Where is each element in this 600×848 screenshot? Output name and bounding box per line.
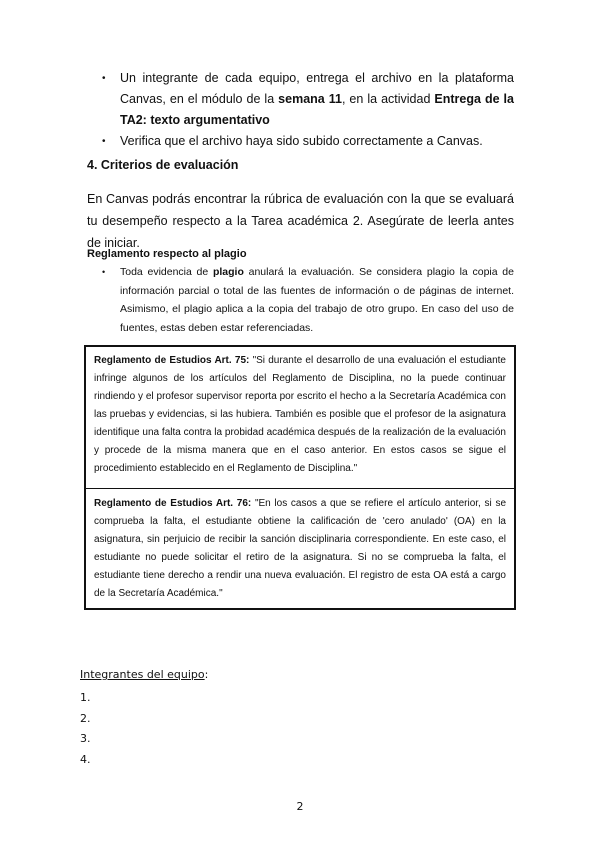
- rules-divider: [86, 488, 514, 489]
- rule-text: "Si durante el desarrollo de una evaluación el estudiante infringe algunos de los artículos del Reglamento de Disciplina, no la puede continuar rindiendo y el profesor supervisor reporta por escrito el hecho a la Secretaría Académica con las pruebas y evidencias, si las hubiera. También es posible que el profesor de la asignatura identifique una falta contra la probidad académica después de la realización de la evaluación y procede de la misma manera que en el caso anterior. En estos casos se sigue el procedimiento establecido en el Reglamento de Disciplina.": [94, 355, 506, 474]
- team-title: Integrantes del equipo:: [80, 668, 209, 681]
- rule-text: "En los casos a que se refiere el artículo anterior, si se comprueba la falta, el estudiante obtiene la calificación de 'cero anulado' (OA) en la asignatura, sin perjuicio de recibir la sanción disciplinaria correspondiente. En este caso, el estudiante no puede solicitar el retiro de la asignatura. Si no se comprueba la falta, el estudiante tiene derecho a rendir una nueva evaluación. El registro de esta OA está a cargo de la Secretaría Académica.": [94, 498, 507, 599]
- criteria-title: 4. Criterios de evaluación: [87, 158, 239, 172]
- instruction-item-upload: • Un integrante de cada equipo, entrega el archivo en la plataforma Canvas, en el módulo de la semana 11, en la actividad Entrega de la TA2: texto argumentativo: [100, 68, 514, 131]
- rules-box: [84, 345, 516, 610]
- team-list: [80, 688, 91, 770]
- plagiarism-item: • Toda evidencia de plagio anulará la evaluación. Se considera plagio la copia de información parcial o total de las fuentes de información o de páginas de internet. Asimismo, el plagio aplica a la copia del trabajo de otro grupo. En caso del uso de fuentes, estas deben estar referenciadas.: [100, 263, 514, 337]
- rule-article-75: [94, 352, 506, 478]
- bullet-icon: •: [102, 136, 106, 147]
- team-member-item: 1.: [80, 691, 91, 704]
- bullet-icon: •: [102, 73, 106, 84]
- rule-label: Reglamento de Estudios Art. 76:: [94, 498, 252, 509]
- team-member-item: 2.: [80, 711, 91, 725]
- rule-label: Reglamento de Estudios Art. 75:: [94, 355, 250, 366]
- plagiarism-title: Reglamento respecto al plagio: [87, 248, 247, 260]
- team-member-item: 4.: [80, 752, 91, 766]
- bullet-icon: •: [102, 267, 106, 277]
- instructions-list: [100, 68, 514, 152]
- instruction-item-verify: • Verifica que el archivo haya sido subido correctamente a Canvas.: [100, 131, 514, 152]
- rule-article-76: [94, 495, 506, 603]
- team-member-item: 3.: [80, 732, 91, 745]
- criteria-intro: En Canvas podrás encontrar la rúbrica de evaluación con la que se evaluará tu desempeño respecto a la Tarea académica 2. Asegúrate de leerla antes de iniciar.: [87, 192, 514, 250]
- page-number: 2: [296, 800, 304, 813]
- plagiarism-list: [100, 263, 514, 337]
